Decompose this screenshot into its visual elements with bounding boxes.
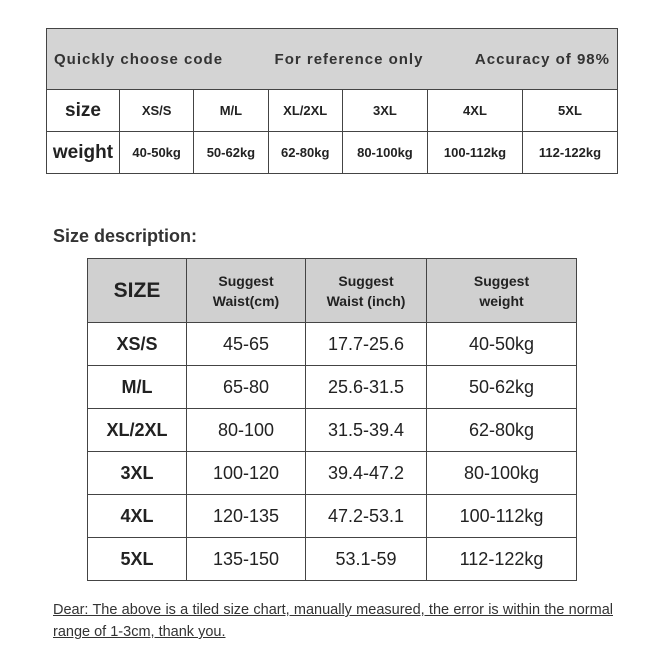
reference-only-label: For reference only <box>274 50 424 68</box>
quick-table-header-row <box>47 29 618 90</box>
row-weight: 40-50kg <box>427 323 577 366</box>
quick-size-row <box>47 90 618 132</box>
size-description-table <box>87 258 577 581</box>
table-row <box>88 323 577 366</box>
row-weight: 112-122kg <box>427 538 577 581</box>
row-weight: 100-112kg <box>427 495 577 538</box>
weight-cell: 112-122kg <box>522 132 617 174</box>
row-size: 3XL <box>88 452 187 495</box>
table-row <box>88 538 577 581</box>
row-waist-inch: 39.4-47.2 <box>306 452 427 495</box>
table-row <box>88 366 577 409</box>
size-description-title: Size description: <box>53 226 198 246</box>
size-cell: XL/2XL <box>268 90 342 132</box>
weight-cell: 40-50kg <box>120 132 194 174</box>
weight-cell: 50-62kg <box>194 132 268 174</box>
weight-cell: 80-100kg <box>342 132 427 174</box>
table-row <box>88 452 577 495</box>
weight-cell: 62-80kg <box>268 132 342 174</box>
row-waist-inch: 47.2-53.1 <box>306 495 427 538</box>
size-cell: 4XL <box>428 90 523 132</box>
row-size: XL/2XL <box>88 409 187 452</box>
row-waist-cm: 65-80 <box>187 366 306 409</box>
header-line: Waist (inch) <box>326 292 406 309</box>
row-waist-inch: 53.1-59 <box>306 538 427 581</box>
row-waist-cm: 120-135 <box>187 495 306 538</box>
size-cell: M/L <box>194 90 268 132</box>
row-size: M/L <box>88 366 187 409</box>
waist-cm-column-header <box>187 259 306 323</box>
quick-table-header-cell <box>47 29 618 90</box>
row-size: XS/S <box>88 323 187 366</box>
header-line: Suggest <box>218 272 274 289</box>
header-line: weight <box>479 292 524 309</box>
size-cell: 5XL <box>522 90 617 132</box>
accuracy-label: Accuracy of 98% <box>474 50 610 68</box>
row-waist-inch: 25.6-31.5 <box>306 366 427 409</box>
row-waist-cm: 100-120 <box>187 452 306 495</box>
row-waist-cm: 80-100 <box>187 409 306 452</box>
row-size: 5XL <box>88 538 187 581</box>
row-waist-cm: 135-150 <box>187 538 306 581</box>
header-line: Suggest <box>473 272 530 289</box>
measurement-note: Dear: The above is a tiled size chart, manually measured, the error is within the normal range of 1-3cm, thank you. <box>53 602 613 640</box>
waist-inch-column-header <box>306 259 427 323</box>
row-waist-cm: 45-65 <box>187 323 306 366</box>
quick-weight-row <box>47 132 618 174</box>
quick-size-table <box>46 28 618 174</box>
weight-row-label: weight <box>47 132 120 174</box>
header-line: Suggest <box>338 272 394 289</box>
row-weight: 80-100kg <box>427 452 577 495</box>
size-cell: 3XL <box>342 90 427 132</box>
size-column-header: SIZE <box>88 259 187 323</box>
row-waist-inch: 17.7-25.6 <box>306 323 427 366</box>
description-header-row <box>88 259 577 323</box>
table-row <box>88 495 577 538</box>
row-size: 4XL <box>88 495 187 538</box>
quick-choose-code-label: Quickly choose code <box>54 50 224 68</box>
header-line: Waist(cm) <box>212 292 280 309</box>
row-weight: 50-62kg <box>427 366 577 409</box>
size-cell: XS/S <box>120 90 194 132</box>
row-waist-inch: 31.5-39.4 <box>306 409 427 452</box>
weight-cell: 100-112kg <box>428 132 523 174</box>
table-row <box>88 409 577 452</box>
weight-column-header <box>427 259 577 323</box>
size-row-label: size <box>47 90 120 132</box>
row-weight: 62-80kg <box>427 409 577 452</box>
